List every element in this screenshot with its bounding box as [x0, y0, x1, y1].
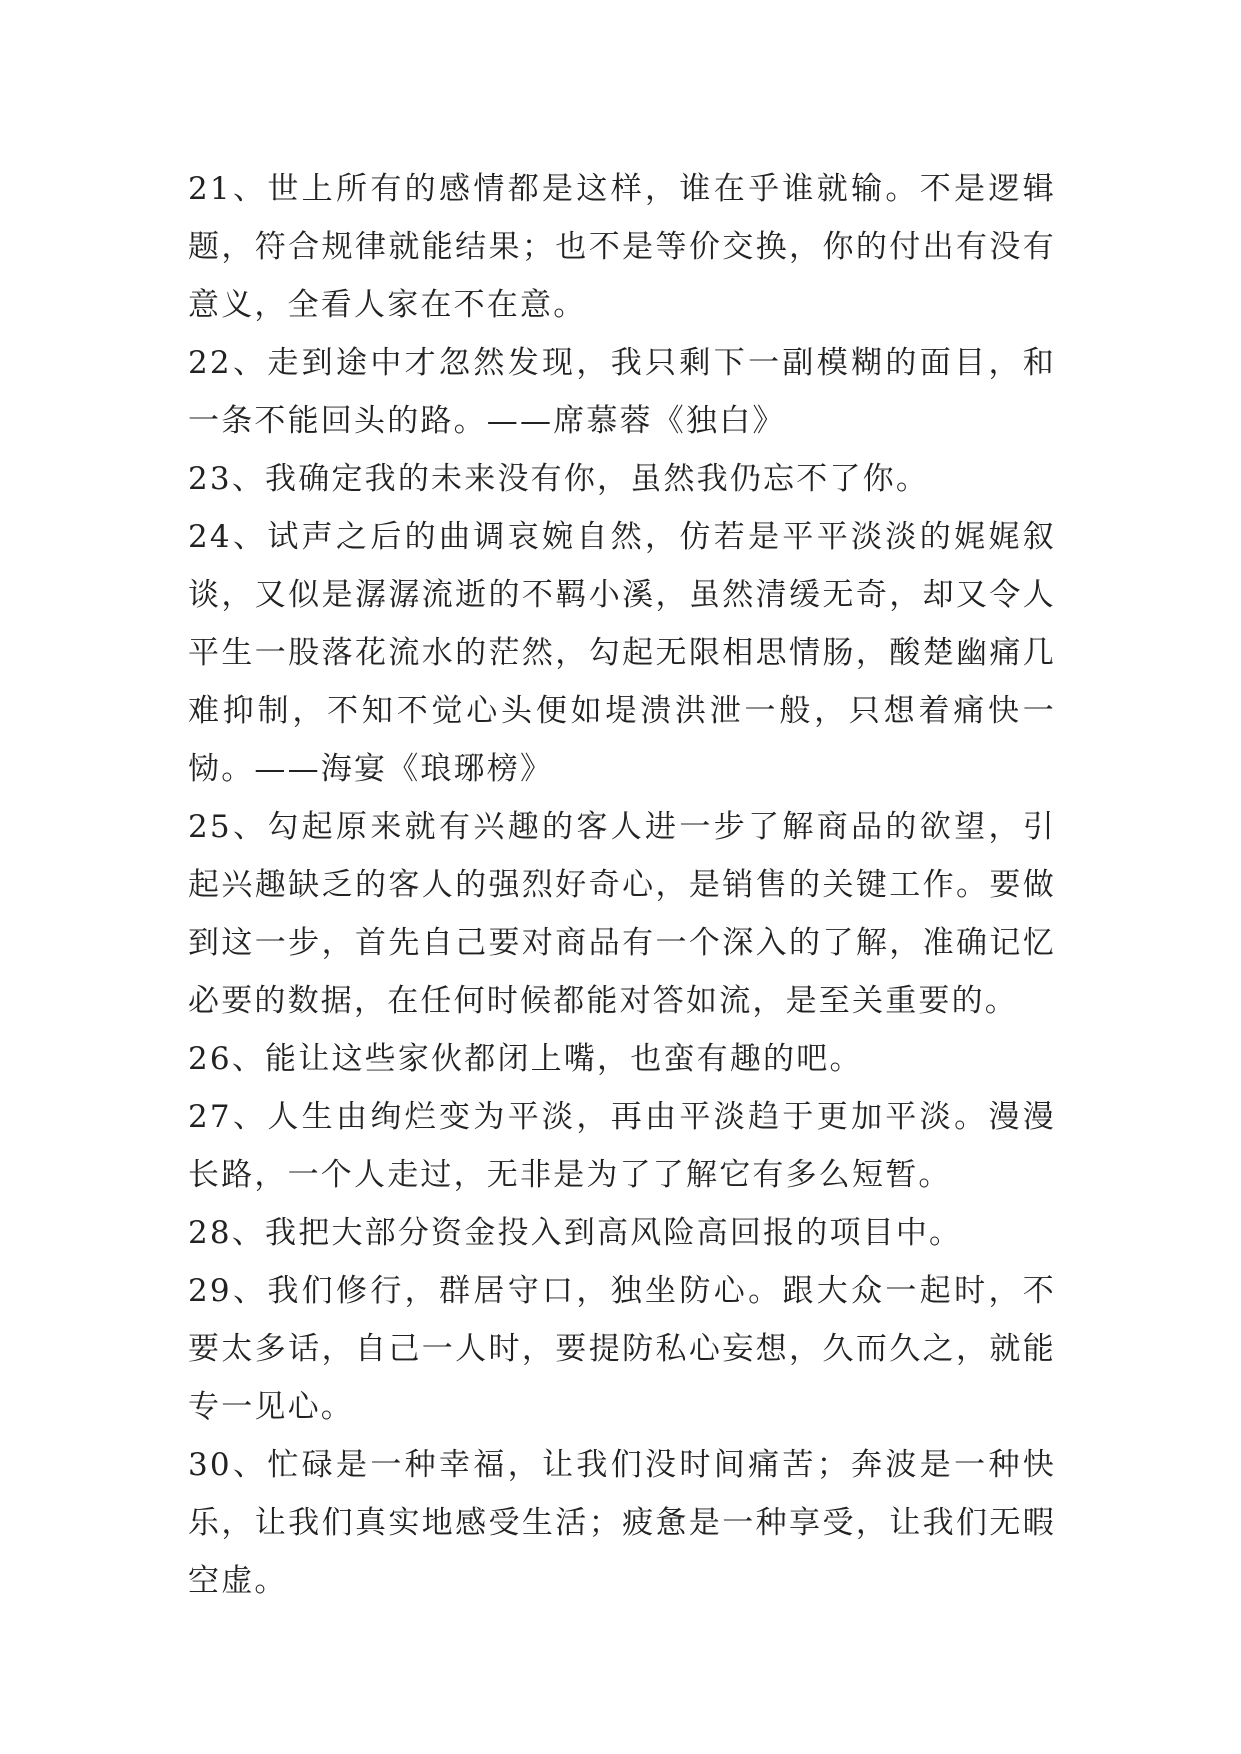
quote-entry-21: 21、世上所有的感情都是这样，谁在乎谁就输。不是逻辑题，符合规律就能结果；也不是等价交换，你的付出有没有意义，全看人家在不在意。: [188, 171, 1056, 323]
document-body: [188, 160, 1056, 1610]
quote-entry-30: 30、忙碌是一种幸福，让我们没时间痛苦；奔波是一种快乐，让我们真实地感受生活；疲惫是一种享受，让我们无暇空虚。: [188, 1447, 1056, 1599]
quote-entry-27: 27、人生由绚烂变为平淡，再由平淡趋于更加平淡。漫漫长路，一个人走过，无非是为了了解它有多么短暂。: [188, 1099, 1056, 1193]
quote-entry-26: 26、能让这些家伙都闭上嘴，也蛮有趣的吧。: [188, 1041, 863, 1077]
quote-entry-28: 28、我把大部分资金投入到高风险高回报的项目中。: [188, 1215, 963, 1251]
quote-entry-29: 29、我们修行，群居守口，独坐防心。跟大众一起时，不要太多话，自己一人时，要提防私心妄想，久而久之，就能专一见心。: [188, 1273, 1056, 1425]
quote-entry-23: 23、我确定我的未来没有你，虽然我仍忘不了你。: [188, 461, 930, 497]
quote-entry-25: 25、勾起原来就有兴趣的客人进一步了解商品的欲望，引起兴趣缺乏的客人的强烈好奇心，是销售的关键工作。要做到这一步，首先自己要对商品有一个深入的了解，准确记忆必要的数据，在任何时候都能对答如流，是至关重要的。: [188, 809, 1056, 1019]
quote-entry-22: 22、走到途中才忽然发现，我只剩下一副模糊的面目，和一条不能回头的路。——席慕蓉《独白》: [188, 345, 1056, 439]
quote-entry-24: 24、试声之后的曲调哀婉自然，仿若是平平淡淡的娓娓叙谈，又似是潺潺流逝的不羁小溪，虽然清缓无奇，却又令人平生一股落花流水的茫然，勾起无限相思情肠，酸楚幽痛几难抑制，不知不觉心头便如堤溃洪泄一般，只想着痛快一恸。——海宴《琅琊榜》: [188, 519, 1056, 787]
